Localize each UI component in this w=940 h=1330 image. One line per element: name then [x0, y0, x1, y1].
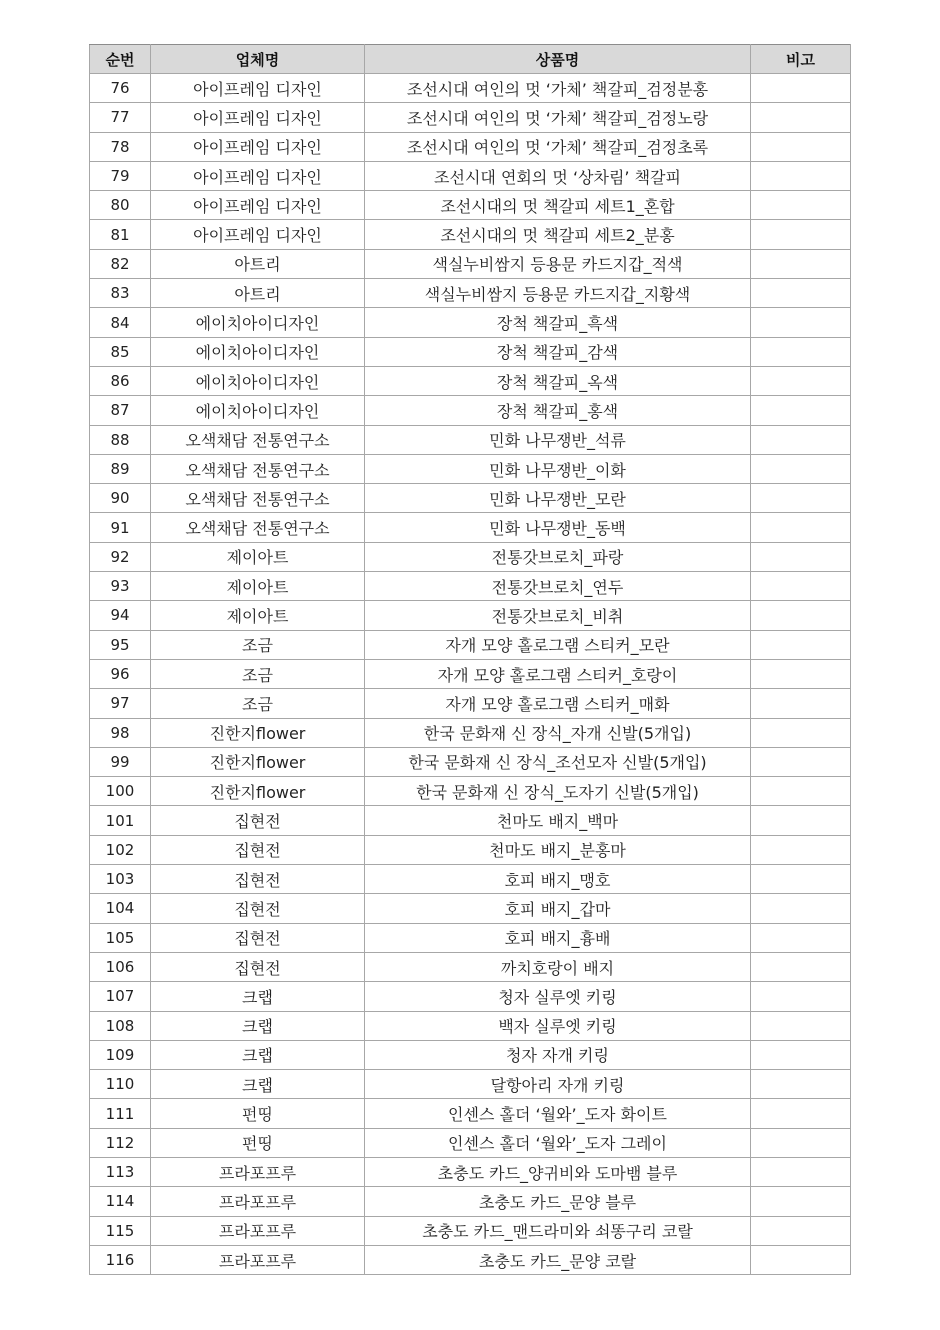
table-row — [90, 1245, 851, 1274]
cell-number: 84 — [90, 308, 151, 337]
table-row — [90, 337, 851, 366]
cell-company: 오색채담 전통연구소 — [151, 513, 365, 542]
table-row — [90, 220, 851, 249]
cell-number: 108 — [90, 1011, 151, 1040]
cell-product: 청자 자개 키링 — [365, 1040, 751, 1069]
cell-company: 아이프레임 디자인 — [151, 103, 365, 132]
cell-company: 에이치아이디자인 — [151, 396, 365, 425]
cell-number: 96 — [90, 659, 151, 688]
cell-product: 장척 책갈피_홍색 — [365, 396, 751, 425]
table-row — [90, 308, 851, 337]
cell-company: 아트리 — [151, 279, 365, 308]
cell-product: 천마도 배지_백마 — [365, 806, 751, 835]
table-row — [90, 103, 851, 132]
cell-number: 97 — [90, 689, 151, 718]
cell-product: 한국 문화재 신 장식_조선모자 신발(5개입) — [365, 747, 751, 776]
table-row — [90, 542, 851, 571]
cell-number: 93 — [90, 572, 151, 601]
cell-number: 115 — [90, 1216, 151, 1245]
cell-company: 아이프레임 디자인 — [151, 220, 365, 249]
cell-product: 조선시대의 멋 책갈피 세트2_분홍 — [365, 220, 751, 249]
cell-remarks — [751, 777, 851, 806]
table-row — [90, 718, 851, 747]
cell-remarks — [751, 894, 851, 923]
cell-remarks — [751, 806, 851, 835]
table-row — [90, 1216, 851, 1245]
cell-remarks — [751, 689, 851, 718]
table-row — [90, 659, 851, 688]
table-row — [90, 865, 851, 894]
cell-product: 호피 배지_갑마 — [365, 894, 751, 923]
cell-product: 장척 책갈피_흑색 — [365, 308, 751, 337]
table-row — [90, 982, 851, 1011]
table-row — [90, 894, 851, 923]
table-row — [90, 1128, 851, 1157]
cell-company: 펀띵 — [151, 1099, 365, 1128]
cell-company: 집현전 — [151, 806, 365, 835]
cell-number: 99 — [90, 747, 151, 776]
cell-company: 크랩 — [151, 1040, 365, 1069]
table-row — [90, 484, 851, 513]
cell-product: 민화 나무쟁반_이화 — [365, 454, 751, 483]
cell-product: 자개 모양 홀로그램 스티커_호랑이 — [365, 659, 751, 688]
table-row — [90, 952, 851, 981]
cell-number: 87 — [90, 396, 151, 425]
product-table — [89, 44, 851, 1275]
cell-remarks — [751, 1011, 851, 1040]
cell-remarks — [751, 1187, 851, 1216]
product-list-sheet — [89, 44, 851, 1275]
cell-remarks — [751, 103, 851, 132]
cell-product: 까치호랑이 배지 — [365, 952, 751, 981]
cell-remarks — [751, 572, 851, 601]
header-company: 업체명 — [151, 45, 365, 74]
table-row — [90, 1011, 851, 1040]
table-row — [90, 630, 851, 659]
cell-remarks — [751, 425, 851, 454]
cell-remarks — [751, 279, 851, 308]
cell-number: 101 — [90, 806, 151, 835]
cell-number: 86 — [90, 366, 151, 395]
cell-number: 100 — [90, 777, 151, 806]
cell-remarks — [751, 484, 851, 513]
cell-number: 106 — [90, 952, 151, 981]
cell-company: 제이아트 — [151, 572, 365, 601]
cell-remarks — [751, 865, 851, 894]
cell-company: 프라포프루 — [151, 1216, 365, 1245]
cell-number: 116 — [90, 1245, 151, 1274]
cell-product: 민화 나무쟁반_모란 — [365, 484, 751, 513]
cell-company: 진한지flower — [151, 718, 365, 747]
cell-company: 집현전 — [151, 952, 365, 981]
cell-product: 장척 책갈피_옥색 — [365, 366, 751, 395]
cell-product: 한국 문화재 신 장식_자개 신발(5개입) — [365, 718, 751, 747]
cell-remarks — [751, 1099, 851, 1128]
cell-number: 105 — [90, 923, 151, 952]
cell-company: 펀띵 — [151, 1128, 365, 1157]
cell-product: 전통갓브로치_비취 — [365, 601, 751, 630]
cell-company: 아트리 — [151, 249, 365, 278]
table-row — [90, 835, 851, 864]
table-row — [90, 191, 851, 220]
table-row — [90, 161, 851, 190]
cell-remarks — [751, 630, 851, 659]
cell-remarks — [751, 513, 851, 542]
table-header — [90, 45, 851, 74]
cell-product: 조선시대 여인의 멋 ‘가체’ 책갈피_검정노랑 — [365, 103, 751, 132]
cell-remarks — [751, 1216, 851, 1245]
table-row — [90, 279, 851, 308]
cell-remarks — [751, 308, 851, 337]
cell-number: 102 — [90, 835, 151, 864]
cell-company: 조금 — [151, 630, 365, 659]
cell-product: 장척 책갈피_감색 — [365, 337, 751, 366]
cell-company: 크랩 — [151, 982, 365, 1011]
cell-product: 초충도 카드_양귀비와 도마뱀 블루 — [365, 1157, 751, 1186]
cell-company: 제이아트 — [151, 601, 365, 630]
cell-product: 달항아리 자개 키링 — [365, 1070, 751, 1099]
cell-company: 진한지flower — [151, 777, 365, 806]
cell-company: 아이프레임 디자인 — [151, 74, 365, 103]
cell-company: 조금 — [151, 689, 365, 718]
table-row — [90, 777, 851, 806]
cell-remarks — [751, 220, 851, 249]
cell-product: 초충도 카드_문양 블루 — [365, 1187, 751, 1216]
cell-product: 조선시대 여인의 멋 ‘가체’ 책갈피_검정분홍 — [365, 74, 751, 103]
cell-product: 인센스 홀더 ‘월와’_도자 화이트 — [365, 1099, 751, 1128]
cell-remarks — [751, 835, 851, 864]
cell-number: 91 — [90, 513, 151, 542]
cell-number: 98 — [90, 718, 151, 747]
cell-remarks — [751, 1245, 851, 1274]
cell-remarks — [751, 747, 851, 776]
cell-product: 민화 나무쟁반_석류 — [365, 425, 751, 454]
cell-company: 아이프레임 디자인 — [151, 132, 365, 161]
cell-product: 전통갓브로치_파랑 — [365, 542, 751, 571]
cell-remarks — [751, 542, 851, 571]
cell-company: 집현전 — [151, 865, 365, 894]
cell-number: 110 — [90, 1070, 151, 1099]
table-row — [90, 1157, 851, 1186]
cell-product: 초충도 카드_맨드라미와 쇠똥구리 코랄 — [365, 1216, 751, 1245]
cell-number: 104 — [90, 894, 151, 923]
table-row — [90, 425, 851, 454]
cell-company: 에이치아이디자인 — [151, 337, 365, 366]
cell-remarks — [751, 249, 851, 278]
cell-number: 79 — [90, 161, 151, 190]
table-row — [90, 1070, 851, 1099]
cell-product: 백자 실루엣 키링 — [365, 1011, 751, 1040]
cell-product: 색실누비쌈지 등용문 카드지갑_적색 — [365, 249, 751, 278]
cell-number: 113 — [90, 1157, 151, 1186]
cell-product: 색실누비쌈지 등용문 카드지갑_지황색 — [365, 279, 751, 308]
cell-product: 청자 실루엣 키링 — [365, 982, 751, 1011]
cell-company: 에이치아이디자인 — [151, 366, 365, 395]
cell-company: 크랩 — [151, 1011, 365, 1040]
header-product: 상품명 — [365, 45, 751, 74]
cell-remarks — [751, 1157, 851, 1186]
cell-remarks — [751, 718, 851, 747]
table-body — [90, 74, 851, 1275]
table-row — [90, 366, 851, 395]
table-row — [90, 454, 851, 483]
cell-company: 프라포프루 — [151, 1187, 365, 1216]
header-remarks: 비고 — [751, 45, 851, 74]
cell-number: 107 — [90, 982, 151, 1011]
cell-number: 111 — [90, 1099, 151, 1128]
cell-number: 89 — [90, 454, 151, 483]
cell-company: 조금 — [151, 659, 365, 688]
cell-remarks — [751, 454, 851, 483]
cell-number: 78 — [90, 132, 151, 161]
cell-number: 103 — [90, 865, 151, 894]
cell-number: 90 — [90, 484, 151, 513]
table-row — [90, 1187, 851, 1216]
cell-number: 109 — [90, 1040, 151, 1069]
cell-remarks — [751, 1070, 851, 1099]
cell-product: 조선시대 연회의 멋 ‘상차림’ 책갈피 — [365, 161, 751, 190]
table-row — [90, 74, 851, 103]
cell-product: 조선시대의 멋 책갈피 세트1_혼합 — [365, 191, 751, 220]
cell-company: 프라포프루 — [151, 1245, 365, 1274]
cell-remarks — [751, 982, 851, 1011]
table-row — [90, 601, 851, 630]
header-row — [90, 45, 851, 74]
cell-product: 호피 배지_흉배 — [365, 923, 751, 952]
cell-product: 초충도 카드_문양 코랄 — [365, 1245, 751, 1274]
cell-remarks — [751, 923, 851, 952]
cell-product: 인센스 홀더 ‘월와’_도자 그레이 — [365, 1128, 751, 1157]
cell-number: 83 — [90, 279, 151, 308]
cell-remarks — [751, 161, 851, 190]
cell-remarks — [751, 952, 851, 981]
cell-company: 아이프레임 디자인 — [151, 191, 365, 220]
cell-product: 조선시대 여인의 멋 ‘가체’ 책갈피_검정초록 — [365, 132, 751, 161]
cell-product: 전통갓브로치_연두 — [365, 572, 751, 601]
table-row — [90, 396, 851, 425]
cell-remarks — [751, 396, 851, 425]
cell-number: 114 — [90, 1187, 151, 1216]
cell-remarks — [751, 132, 851, 161]
cell-remarks — [751, 1040, 851, 1069]
cell-remarks — [751, 337, 851, 366]
table-row — [90, 747, 851, 776]
cell-company: 집현전 — [151, 923, 365, 952]
cell-number: 112 — [90, 1128, 151, 1157]
cell-number: 82 — [90, 249, 151, 278]
cell-remarks — [751, 366, 851, 395]
cell-product: 민화 나무쟁반_동백 — [365, 513, 751, 542]
cell-company: 집현전 — [151, 835, 365, 864]
cell-product: 자개 모양 홀로그램 스티커_모란 — [365, 630, 751, 659]
cell-company: 아이프레임 디자인 — [151, 161, 365, 190]
cell-remarks — [751, 601, 851, 630]
table-row — [90, 923, 851, 952]
cell-number: 92 — [90, 542, 151, 571]
cell-number: 77 — [90, 103, 151, 132]
cell-product: 자개 모양 홀로그램 스티커_매화 — [365, 689, 751, 718]
table-row — [90, 689, 851, 718]
cell-company: 오색채담 전통연구소 — [151, 454, 365, 483]
cell-number: 88 — [90, 425, 151, 454]
table-row — [90, 1099, 851, 1128]
cell-remarks — [751, 191, 851, 220]
cell-number: 81 — [90, 220, 151, 249]
cell-remarks — [751, 74, 851, 103]
cell-company: 집현전 — [151, 894, 365, 923]
cell-company: 크랩 — [151, 1070, 365, 1099]
cell-number: 80 — [90, 191, 151, 220]
cell-number: 94 — [90, 601, 151, 630]
table-row — [90, 513, 851, 542]
cell-company: 에이치아이디자인 — [151, 308, 365, 337]
cell-number: 85 — [90, 337, 151, 366]
cell-remarks — [751, 659, 851, 688]
cell-company: 제이아트 — [151, 542, 365, 571]
table-row — [90, 572, 851, 601]
table-row — [90, 249, 851, 278]
table-row — [90, 806, 851, 835]
cell-company: 오색채담 전통연구소 — [151, 484, 365, 513]
cell-company: 프라포프루 — [151, 1157, 365, 1186]
table-row — [90, 132, 851, 161]
cell-product: 호피 배지_맹호 — [365, 865, 751, 894]
cell-remarks — [751, 1128, 851, 1157]
cell-number: 95 — [90, 630, 151, 659]
cell-company: 진한지flower — [151, 747, 365, 776]
cell-product: 천마도 배지_분홍마 — [365, 835, 751, 864]
cell-company: 오색채담 전통연구소 — [151, 425, 365, 454]
table-row — [90, 1040, 851, 1069]
header-number: 순번 — [90, 45, 151, 74]
cell-product: 한국 문화재 신 장식_도자기 신발(5개입) — [365, 777, 751, 806]
cell-number: 76 — [90, 74, 151, 103]
